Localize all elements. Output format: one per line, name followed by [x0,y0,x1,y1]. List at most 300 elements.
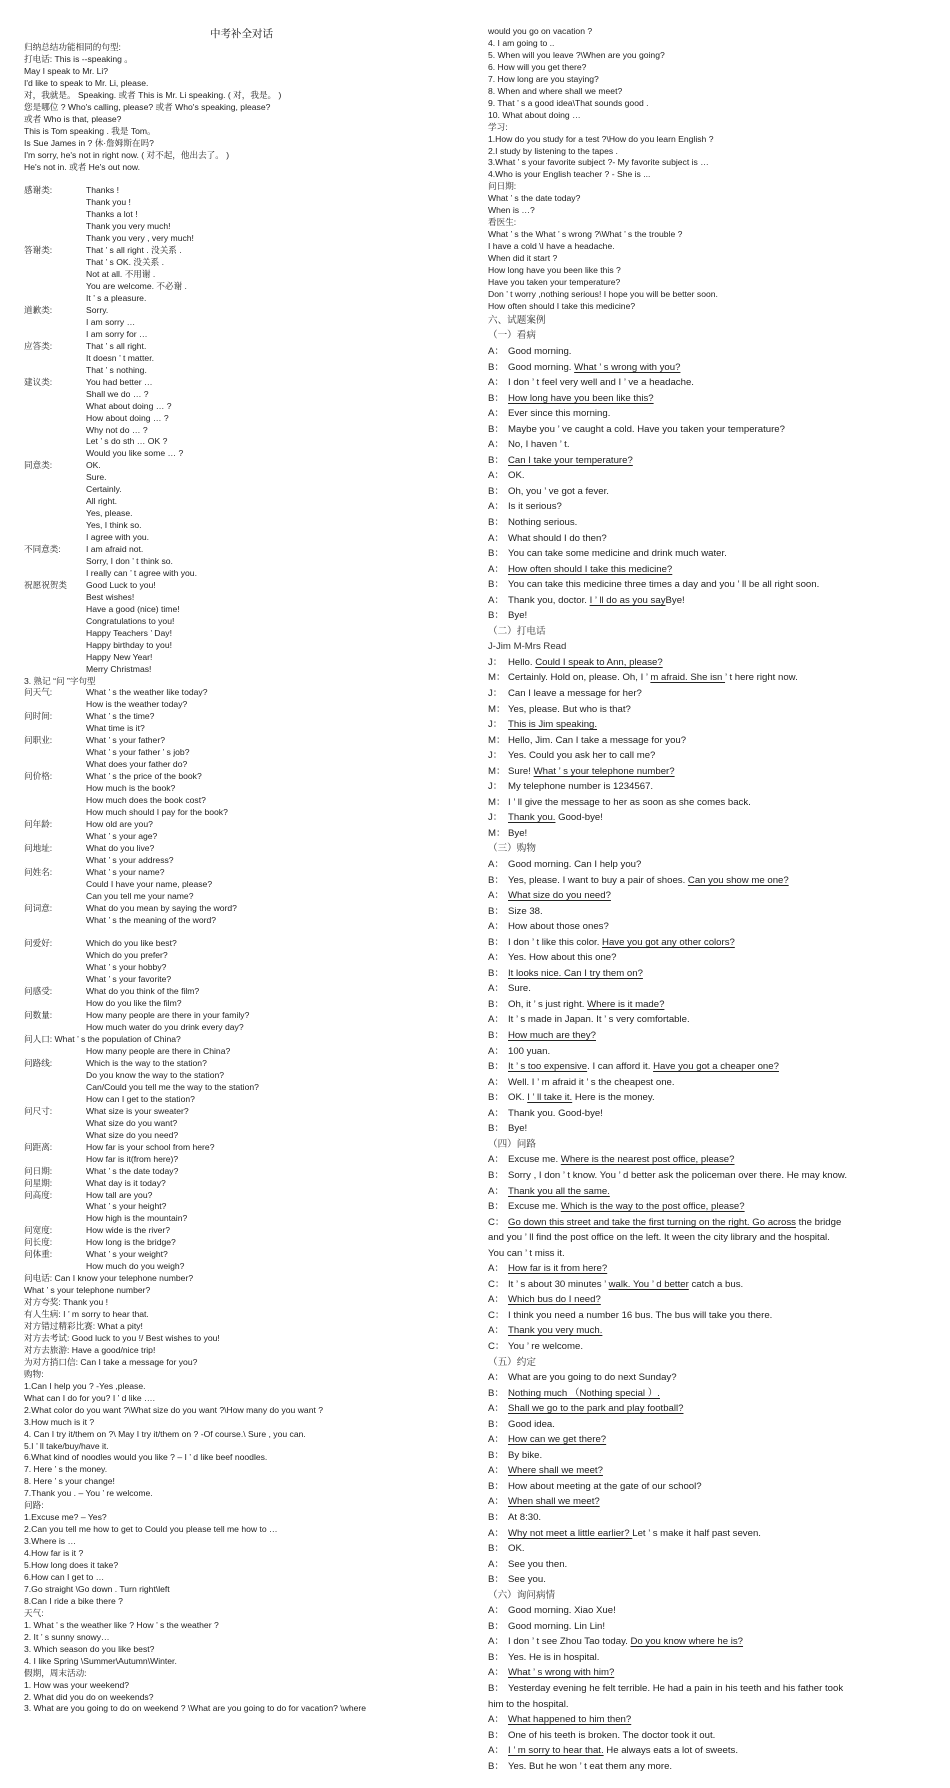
dialogue-text [508,577,819,593]
speaker-label: C： [488,1278,505,1290]
category-row [24,460,459,472]
category-label [24,974,86,986]
dialogue-line [488,826,938,842]
text-line: 7.Thank you . – You ’ re welcome. [24,1488,153,1499]
dialogue-line [488,1712,938,1728]
phrase-text: Which is the way to the station? [86,1058,207,1069]
speaker-label: B： [488,392,504,404]
left-column [24,26,459,1715]
speaker-label: A： [488,1714,504,1726]
speaker-label: A： [488,1403,504,1415]
speaker-label: B： [488,361,504,373]
category-label [24,472,86,484]
dialogue-line [488,1728,938,1744]
category-label [24,1154,86,1166]
category-row [24,723,459,735]
category-row [24,233,459,245]
dialogue-line [488,1634,938,1650]
phrase-text: Can/Could you tell me the way to the station? [86,1081,259,1092]
dialogue-text [508,1557,567,1573]
dialogue-text [508,593,685,609]
category-row [24,843,459,855]
dialogue-plain: See you. [508,1574,546,1586]
dialogue-line [488,468,938,484]
dialogue-line [488,608,938,624]
dialogue-text [508,422,785,438]
category-row [24,819,459,831]
dialogue-text [508,966,643,982]
dialogue-text [508,1634,743,1650]
text-line: I'm sorry, he's not in right now. ( 对不起，他出去了。 ) [24,149,230,160]
speaker-label: M： [488,734,506,746]
dialogue-text [508,702,631,718]
phrase-text: What size do you want? [86,1117,178,1128]
dialogue-answer: This is Jim speaking. [508,719,598,731]
phrase-text: I agree with you. [86,532,150,543]
phrase-text: What ’ s your height? [86,1201,167,1212]
dialogue-text [508,1308,772,1324]
dialogue-plain: I don ’ t like this color. [508,936,603,948]
dialogue-plain: Yes. But he won ’ t eat them any more. [508,1760,673,1772]
dialogue-line [488,344,938,360]
dialogue-line [488,375,938,391]
phrase-text: It ’ s a pleasure. [86,293,147,304]
category-label [24,1082,86,1094]
dialogue-text [508,1012,690,1028]
category-row [24,1237,459,1249]
dialogue-line [488,950,938,966]
dialogue-line [488,531,938,547]
category-row [24,903,459,915]
dialogue-line [488,1168,938,1184]
category-row [24,365,459,377]
phrase-text: Sure. [86,472,107,483]
phrase-text: How many people are there in your family? [86,1010,250,1021]
dialogue-plain: Thank you. Good-bye! [508,1107,603,1119]
dialogue-text [508,1044,550,1060]
speaker-label: J： [488,812,503,824]
dialogue-plain: Bye! [508,1123,528,1135]
text-line: I have a cold \I have a headache. [488,241,615,252]
dialogue-plain: the bridge [795,1216,842,1228]
category-row [24,711,459,723]
text-line: 对方去旅游: Have a good/nice trip! [24,1344,156,1355]
category-label [24,1022,86,1034]
dialogue-line [488,935,938,951]
dialogue-plain: My telephone number is 1234567. [508,781,654,793]
phrase-text: Happy New Year! [86,651,153,662]
dialogue-section [488,313,938,1774]
text-line: 6. How will you get there? [488,61,587,72]
speaker-label: B： [488,485,504,497]
dialogue-plain: 100 yuan. [508,1045,551,1057]
speaker-label: A： [488,439,504,451]
dialogue-plain: Thank you, doctor. [508,594,590,606]
dialogue-answer: I ’ m sorry to hear that. [508,1745,604,1757]
dialogue-plain: By bike. [508,1449,543,1461]
dialogue-plain: ’ t here right now. [725,672,798,684]
category-label [24,879,86,891]
phrase-text: What about doing … ? [86,400,172,411]
category-row [24,795,459,807]
text-line: 10. What about doing … [488,109,581,120]
speaker-label: B： [488,516,504,528]
dialogue-line [488,1463,938,1479]
speaker-label: A： [488,1294,504,1306]
phrase-text: What day is it today? [86,1177,166,1188]
category-row [24,1082,459,1094]
dialogue-text [508,546,727,562]
dialogue-plain: Sure! [508,765,534,777]
dialogue-plain: He always eats a lot of sweets. [603,1745,738,1757]
category-row [24,771,459,783]
dialogue-line [488,702,938,718]
category-label: 道歉类: [24,304,53,315]
category-label: 问感受: [24,986,53,997]
category-row [24,1154,459,1166]
speaker-label: A： [488,1527,504,1539]
text-line: 8. Here ’ s your change! [24,1476,115,1487]
dialogue-answer: Go down this street and take the first turning on the right. Go across [508,1216,796,1228]
text-line: This is Tom speaking . 我是 Tom。 [24,125,156,136]
dialogue-plain: Good morning. Can I help you? [508,859,642,871]
speaker-label: M： [488,796,506,808]
dialogue-answer: How far is it from here? [508,1263,608,1275]
phrase-text: That ’ s OK. 没关系 . [86,257,164,268]
page-title: 中考补全对话 [210,28,273,40]
dialogue-line [488,764,938,780]
speaker-label: B： [488,1169,504,1181]
section-heading: 六、试题案例 [488,314,546,326]
dialogue-line [488,391,938,407]
dialogue-text [508,1323,602,1339]
speaker-label: A： [488,1014,504,1026]
speaker-label: A： [488,1605,504,1617]
category-label [24,329,86,341]
category-row [24,998,459,1010]
dialogue-plain: OK. [508,470,525,482]
dialogue-line [488,422,938,438]
dialogue-line [488,593,938,609]
speaker-label: B： [488,1123,504,1135]
dialogue-plain: You ’ re welcome. [508,1340,584,1352]
category-label: 问路线: [24,1058,53,1069]
dialogue-line [488,1121,938,1137]
phrase-text: How long is the bridge? [86,1237,176,1248]
category-label [24,436,86,448]
speaker-label: A： [488,1325,504,1337]
dialogue-text [508,981,531,997]
phrase-text: How can I get to the station? [86,1093,195,1104]
category-label [24,1213,86,1225]
category-label [24,1046,86,1058]
dialogue-text [508,935,735,951]
text-line: 问路: [24,1500,44,1511]
text-line: 2. What did you do on weekends? [24,1691,154,1702]
text-line: 或者 Who is that, please? [24,113,122,124]
text-line: What ’ s your telephone number? [24,1285,151,1296]
category-row [24,317,459,329]
dialogue-answer: It ’ s too expensive [508,1061,588,1073]
dialogue-line [488,1432,938,1448]
dialogue-continuation: him to the hospital. [488,1698,569,1710]
speaker-label: J： [488,688,503,699]
dialogue-text [508,1417,555,1433]
category-row [24,1225,459,1237]
category-row [24,807,459,819]
dialogue-text [508,1339,583,1355]
dialogue-text [508,904,543,920]
phrase-text: What ’ s your favorite? [86,974,172,985]
phrase-text: Yes, I think so. [86,520,142,531]
dialogue-line [488,779,938,795]
speaker-label: B： [488,610,504,622]
text-line: How long have you been like this ? [488,265,621,276]
category-label: 问宽度: [24,1225,53,1236]
dialogue-text [508,1261,607,1277]
text-line: May I speak to Mr. Li? [24,65,109,76]
speaker-label: A： [488,1045,504,1057]
text-line: 1. How was your weekend? [24,1679,130,1690]
dialogue-answer: m afraid. She isn [650,672,726,684]
category-row [24,628,459,640]
text-line: 5.How long does it take? [24,1560,119,1571]
speaker-label: A： [488,532,504,544]
dialogue-answer: It looks nice. Can I try them on? [508,967,643,979]
category-label: 问星期: [24,1177,53,1188]
dialogue-text [508,1448,542,1464]
phrase-text: How much should I pay for the book? [86,807,228,817]
phrase-text: What ’ s your address? [86,854,174,865]
dialogue-plain: It ’ s about 30 minutes ’ [508,1278,609,1290]
text-line: 问电话: Can I know your telephone number? [24,1273,194,1284]
dialogue-text [508,1759,672,1775]
speaker-label: B： [488,1418,504,1430]
dialogue-line [488,670,938,686]
category-label [24,699,86,711]
right-column [488,26,938,1774]
dialogue-text [508,1277,743,1293]
phrase-text: What ’ s your hobby? [86,962,167,973]
speaker-label: B： [488,1683,504,1694]
category-label: 问距离: [24,1141,53,1152]
dialogue-plain: What are you going to do next Sunday? [508,1372,677,1384]
dialogue-text [508,919,609,935]
category-label [24,616,86,628]
phrase-text: How much does the book cost? [86,795,206,806]
dialogue-answer: Have you got a cheaper one? [653,1061,779,1073]
dialogue-line [488,919,938,935]
phrase-text: I really can ’ t agree with you. [86,567,197,578]
category-label: 问价格: [24,771,53,782]
speaker-label: B： [488,936,504,948]
category-row [24,401,459,413]
dialogue-plain: How about those ones? [508,921,609,933]
dialogue-text [508,1463,603,1479]
category-row [24,616,459,628]
phrase-text: How do you like the film? [86,998,182,1009]
dialogue-text [508,1370,677,1386]
category-row [24,1261,459,1273]
dialogue-line [488,1215,938,1231]
dialogue-line [488,748,938,764]
category-label [24,1261,86,1273]
phrase-text: I am afraid not. [86,544,144,555]
dialogue-text [508,717,597,733]
phrase-text: What ’ s your weight? [86,1249,168,1260]
dialogue-plain: Yes, please. But who is that? [508,703,631,715]
category-row [24,197,459,209]
dialogue-line [488,717,938,733]
dialogue-answer: Thank you all the same. [508,1185,610,1197]
category-row [24,257,459,269]
phrase-text: You are welcome. 不必谢 . [86,281,187,292]
dialogue-line [488,1665,938,1681]
phrase-text: What do you think of the film? [86,986,200,997]
category-row [24,1201,459,1213]
speaker-label: A： [488,921,504,933]
category-row [24,389,459,401]
dialogue-text [508,1075,675,1091]
text-line: 4.How far is it ? [24,1548,84,1559]
dialogue-answer: Where is it made? [587,998,665,1010]
dialogue-line [488,515,938,531]
category-row [24,1094,459,1106]
speaker-label: B： [488,1387,504,1399]
dialogue-plain: You can take some medicine and drink much water. [508,548,727,560]
dialogue-text [508,748,655,764]
text-line: How often should I take this medicine? [488,300,636,311]
category-label [24,795,86,807]
category-label: 答谢类: [24,245,53,256]
category-label: 应答类: [24,340,53,351]
category-row [24,759,459,771]
dialogue-text [508,1479,702,1495]
dialogue-line [488,437,938,453]
category-row [24,1213,459,1225]
phrase-text: What ’ s your father ’ s job? [86,747,190,758]
right-top-lines [488,26,938,313]
dialogue-answer: I ’ ll take it. [527,1092,573,1104]
dialogue-line [488,1603,938,1619]
dialogue-line [488,981,938,997]
phrase-text: I am sorry … [86,316,136,327]
phrase-text: How wide is the river? [86,1225,171,1236]
dialogue-text [508,531,607,547]
text-line: 购物: [24,1368,44,1379]
category-row [24,747,459,759]
text-line: 7. How long are you staying? [488,73,599,84]
dialogue-plain: catch a bus. [688,1278,744,1290]
phrase-text: What ’ s the price of the book? [86,771,202,782]
text-line: Is Sue James in ? 休·詹姆斯在吗? [24,137,154,148]
category-label: 祝愿祝贺类 [24,579,67,590]
category-row [24,520,459,532]
section-heading: （六）询问病情 [488,1589,556,1601]
category-label: 问姓名: [24,866,53,877]
dialogue-line [488,360,938,376]
category-row [24,1022,459,1034]
dialogue-answer: What happened to him then? [508,1714,632,1726]
phrase-text: How old are you? [86,818,153,829]
dialogue-text [508,764,675,780]
category-label [24,233,86,245]
text-line: 1.Can I help you ? -Yes ,please. [24,1380,146,1391]
text-line: 9. That ’ s a good idea\That sounds good . [488,97,649,108]
text-line: 4. Can I try it/them on ?\ May I try it/them on ? -Of course.\ Sure , you can. [24,1428,306,1439]
dialogue-text [508,1743,738,1759]
text-line: 3. Which season do you like best? [24,1643,155,1654]
category-label [24,257,86,269]
category-label [24,855,86,867]
category-row [24,496,459,508]
speaker-label: A： [488,501,504,513]
dialogue-plain: OK. [508,1543,525,1555]
phrase-text: It doesn ’ t matter. [86,352,154,363]
phrase-text: How high is the mountain? [86,1213,188,1224]
dialogue-plain: No, I haven ’ t. [508,439,570,451]
text-line: 7. Here ’ s the money. [24,1464,108,1475]
phrase-text: What do you mean by saying the word? [86,902,237,913]
dialogue-line [488,1059,938,1075]
dialogue-answer: What size do you need? [508,890,611,902]
speaker-label: A： [488,1434,504,1446]
category-row [24,1046,459,1058]
dialogue-answer: When shall we meet? [508,1496,600,1508]
category-label [24,281,86,293]
category-row [24,209,459,221]
category-row [24,783,459,795]
speaker-label: B： [488,548,504,560]
dialogue-line [488,1479,938,1495]
speaker-label: B： [488,1092,504,1104]
dialogue-line [488,1526,938,1542]
dialogue-text [508,670,798,686]
dialogue-line [488,795,938,811]
text-line: What can I do for you? I ’ d like …. [24,1392,156,1403]
speaker-label: A： [488,952,504,964]
speaker-label: A： [488,470,504,482]
category-row [24,532,459,544]
dialogue-text [508,950,616,966]
dialogue-line [488,1323,938,1339]
dialogue-line [488,406,938,422]
dialogue-text [508,1106,603,1122]
dialogue-continuation: You can ’ t miss it. [488,1247,565,1259]
dialogue-plain: Sure. [508,983,531,995]
dialogue-plain: Good morning. [508,345,572,357]
category-row [24,1178,459,1190]
category-row [24,472,459,484]
category-label [24,353,86,365]
category-label: 同意类: [24,460,53,471]
dialogue-continuation: and you ’ ll find the post office on the left. It ween the city library and the hospital. [488,1232,830,1244]
dialogue-plain: I ’ ll give the message to her as soon as she comes back. [508,796,751,808]
dialogue-line [488,1448,938,1464]
dialogue-plain: Nothing serious. [508,516,578,528]
dialogue-text [508,826,527,842]
speaker-label: B： [488,967,504,979]
phrase-text: How far is your school from here? [86,1141,215,1152]
dialogue-line [488,888,938,904]
text-line: 有人生病: I ’ m sorry to hear that. [24,1309,149,1320]
text-line: What ’ s the What ’ s wrong ?\What ’ s the trouble ? [488,229,683,240]
dialogue-text [508,515,577,531]
dialogue-plain: Is it serious? [508,501,562,513]
category-row [24,699,459,711]
dialogue-line [488,857,938,873]
dialogue-plain: Bye! [508,610,528,622]
